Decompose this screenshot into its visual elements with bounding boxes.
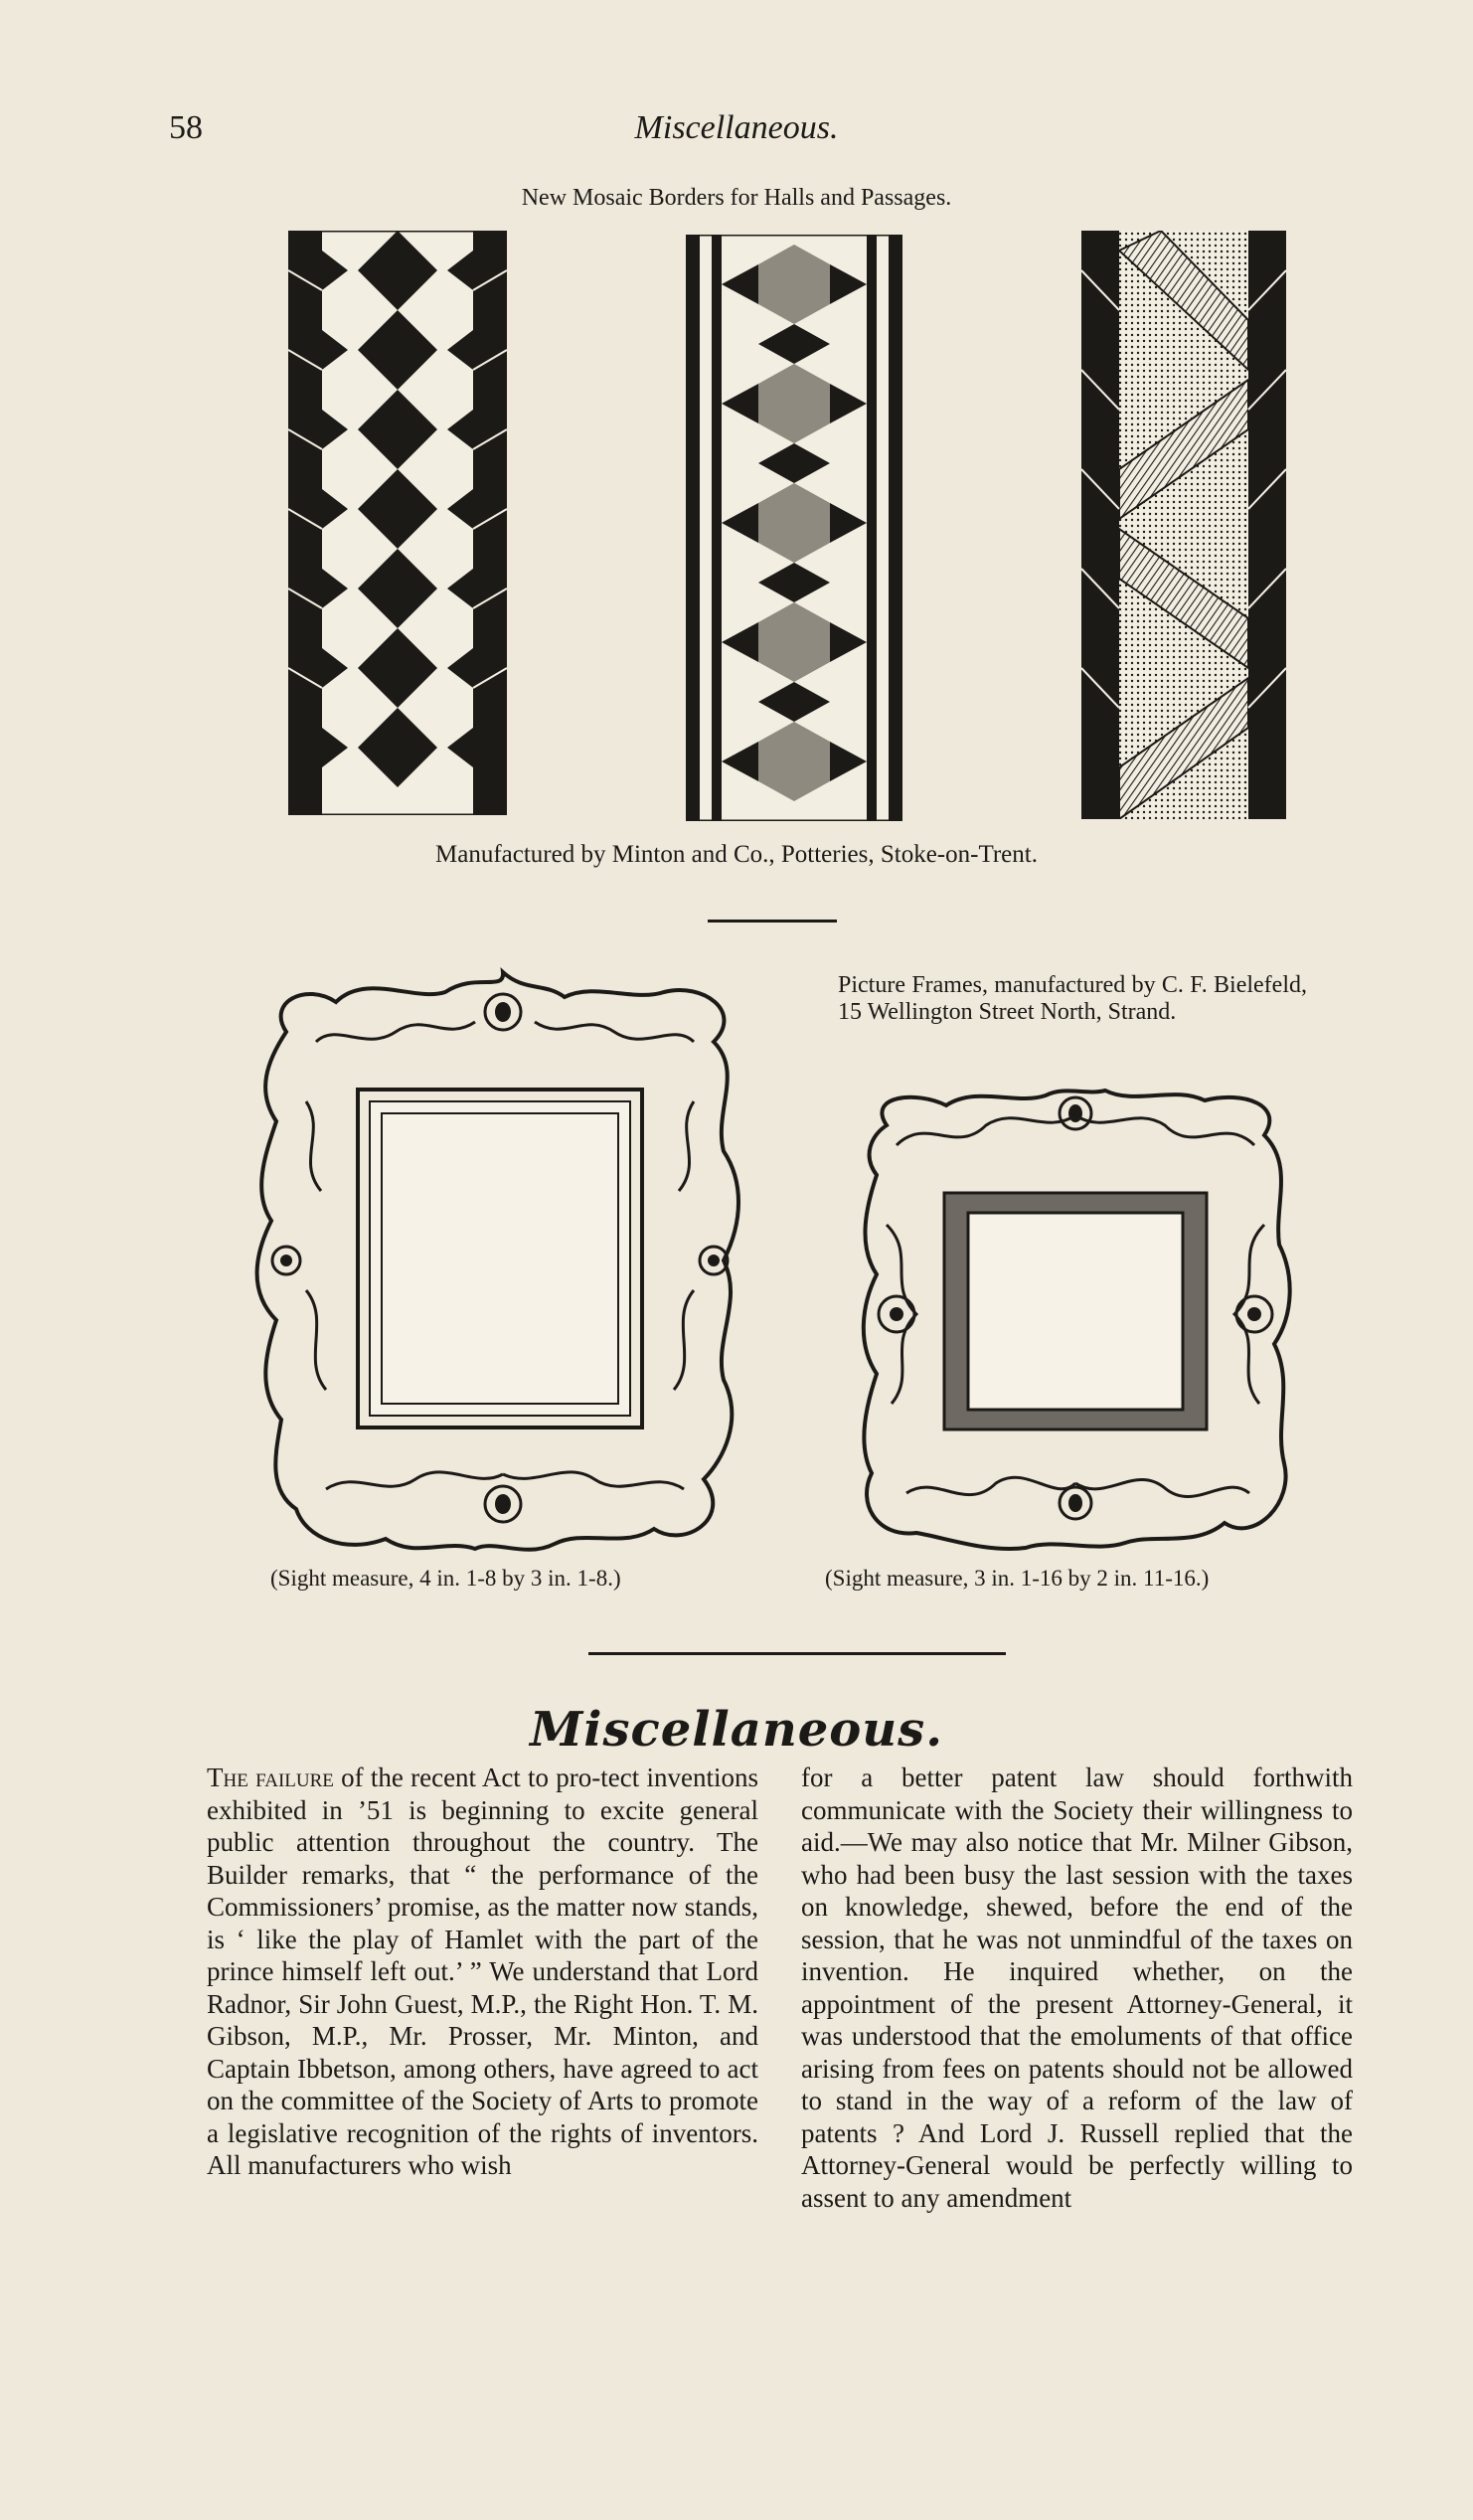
divider-long [588, 1652, 1006, 1655]
article-column-left [207, 1762, 758, 2182]
article-text-left: of the recent Act to pro-tect inventions exhibited in ’51 is beginning to excite general public attention throughout the country. The Builder remarks, that “ the performance of the Commissioners’ promise, as the matter now stands, is ‘ like the play of Hamlet with the part of the prince himself left out.’ ” We understand that Lord Radnor, Sir John Guest, M.P., the Right Hon. T. M. Gibson, M.P., Mr. Prosser, Mr. Minton, and Captain Ibbetson, among others, have agreed to act on the committee of the Society of Arts to promote a legislative recognition of the rights of inventors. All manufacturers who wish [207, 1763, 758, 2180]
divider-short [708, 920, 837, 923]
picture-frame-right-illustration [857, 1086, 1294, 1553]
mosaic-border-1-illustration [288, 231, 507, 815]
article-column-right [801, 1762, 1353, 2214]
left-frame-sight-measure: (Sight measure, 4 in. 1-8 by 3 in. 1-8.) [270, 1566, 621, 1591]
mosaic-caption: New Mosaic Borders for Halls and Passages. [521, 185, 952, 211]
picture-frame-left-illustration [246, 962, 753, 1559]
article-paragraph-left [207, 1762, 758, 2182]
mosaic-border-3-illustration [1081, 231, 1286, 819]
right-frame-sight-measure: (Sight measure, 3 in. 1-16 by 2 in. 11-16.) [825, 1566, 1210, 1591]
section-title: Miscellaneous. [530, 1702, 943, 1758]
page-number: 58 [169, 109, 203, 146]
running-title: Miscellaneous. [634, 109, 839, 146]
article-text-right: for a better patent law should forthwith communicate with the Society their willingness to aid.—We may also notice that Mr. Milner Gibson, who had been busy the last session with the taxes on knowledge, shewed, before the end of the session, that he was not unmindful of the taxes on invention. He inquired whether, on the appointment of the present Attorney-General, it was understood that the emoluments of that office arising from fees on patents should not be allowed to stand in the way of a reform of the law of patents ? And Lord J. Russell replied that the Attorney-General would be perfectly willing to assent to any amendment [801, 1763, 1353, 2213]
article-lead-in: The failure [207, 1763, 334, 1792]
frames-caption: Picture Frames, manufactured by C. F. Bielefeld, 15 Wellington Street North, Strand. [838, 972, 1307, 1025]
mosaic-border-2-illustration [686, 235, 902, 821]
mosaic-manufacturer-caption: Manufactured by Minton and Co., Potteries, Stoke-on-Trent. [435, 841, 1038, 868]
